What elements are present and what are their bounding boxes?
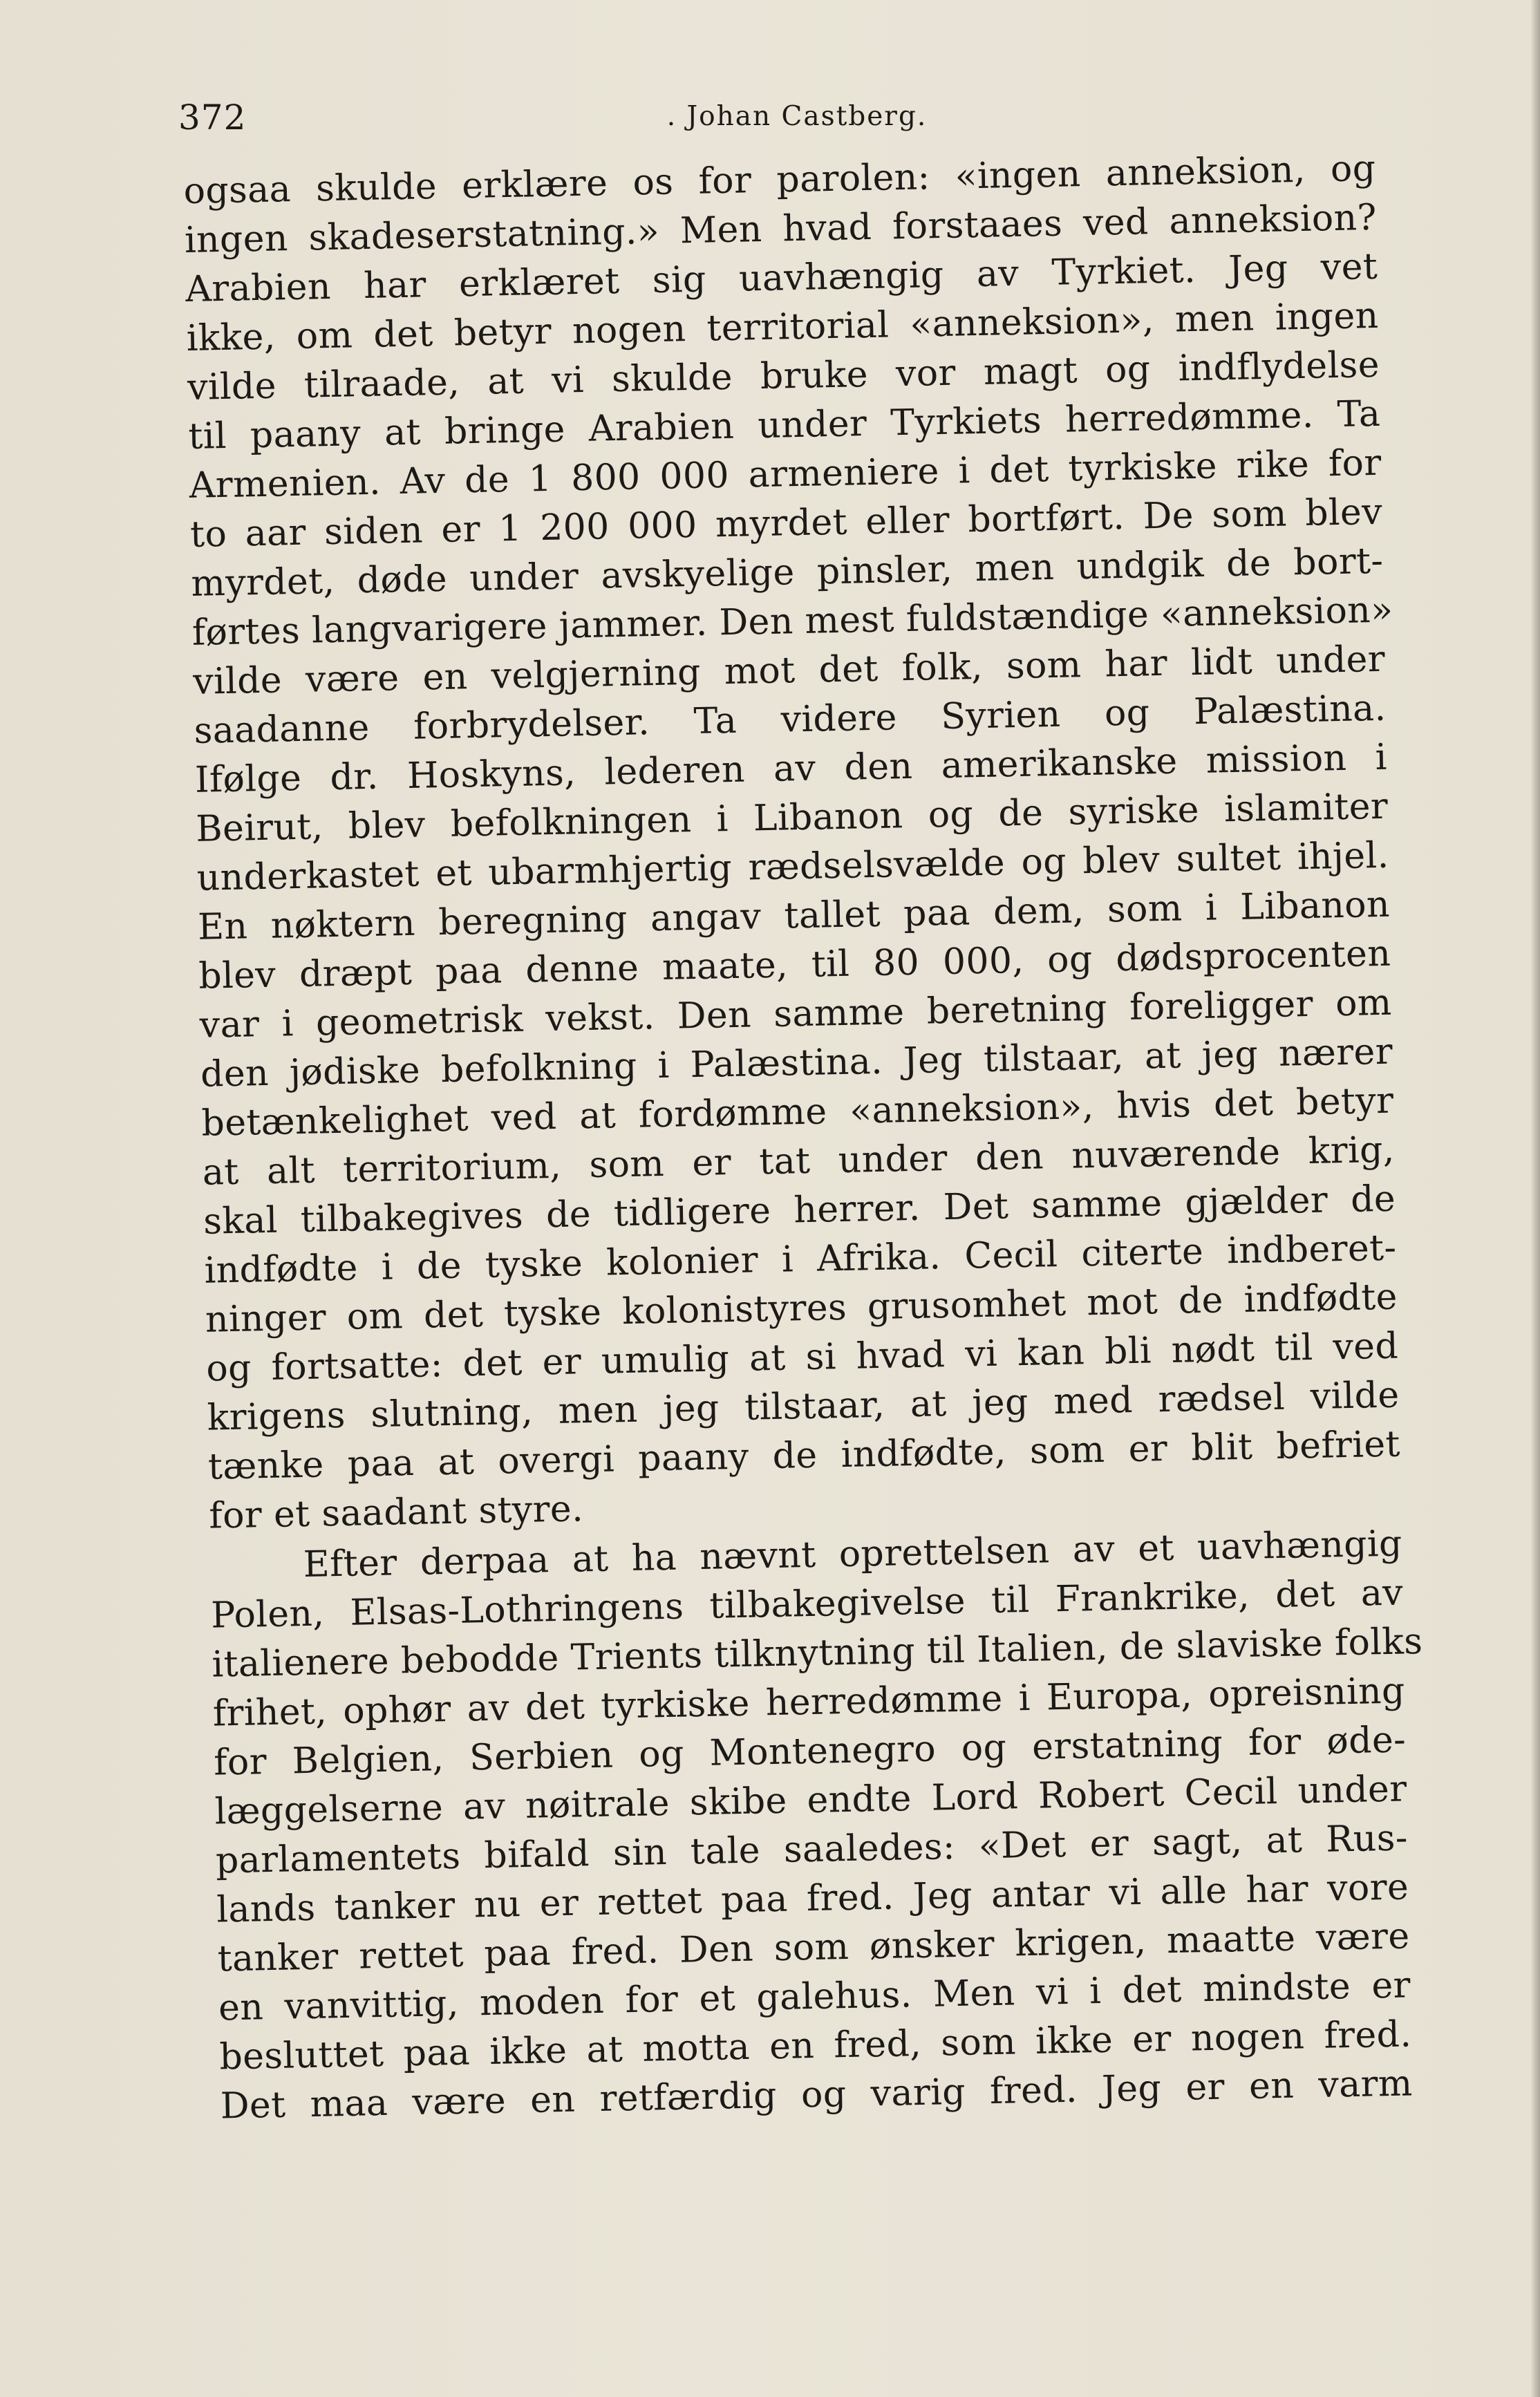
running-head: . Johan Castberg. xyxy=(666,101,928,132)
text-line: førtes langvarigere jammer. Den mest fuldstændige «anneksion» xyxy=(191,589,1393,654)
paragraph-2 xyxy=(209,1520,1423,2132)
text-line: tanker rettet paa fred. Den som ønsker krigen, maatte være xyxy=(217,1915,1411,1980)
paragraph-1 xyxy=(183,144,1402,1541)
text-line: indfødte i de tyske kolonier i Afrika. Cecil citerte indberet- xyxy=(204,1227,1397,1292)
text-line: at alt territorium, som er tat under den nuværende krig, xyxy=(202,1129,1396,1194)
text-line: Polen, Elsas-Lothringens tilbakegivelse til Frankrike, det av xyxy=(210,1572,1404,1637)
text-line: lands tanker nu er rettet paa fred. Jeg antar vi alle har vore xyxy=(216,1866,1409,1931)
text-line: tænke paa at overgi paany de indfødte, som er blit befriet xyxy=(207,1423,1401,1488)
text-line: Armenien. Av de 1 800 000 armeniere i det tyrkiske rike for xyxy=(189,442,1382,507)
text-line: betænkelighet ved at fordømme «anneksion», hvis det betyr xyxy=(200,1080,1394,1145)
text-line: Efter derpaa at ha nævnt oprettelsen av et uavhængig xyxy=(303,1523,1403,1586)
text-line: besluttet paa ikke at motta en fred, som ikke er nogen fred. xyxy=(218,2013,1412,2078)
page-header xyxy=(178,90,1374,145)
body-text xyxy=(183,144,1423,2132)
text-line: to aar siden er 1 200 000 myrdet eller bortført. De som blev xyxy=(189,491,1383,556)
page-edge-shadow xyxy=(1530,0,1540,2397)
text-line: vilde tilraade, at vi skulde bruke vor magt og indflydelse xyxy=(187,344,1380,408)
text-line: Ifølge dr. Hoskyns, lederen av den amerikanske mission i xyxy=(194,736,1388,801)
text-line: til paany at bringe Arabien under Tyrkiets herredømme. Ta xyxy=(187,393,1381,458)
text-line: den jødiske befolkning i Palæstina. Jeg tilstaar, at jeg nærer xyxy=(200,1031,1393,1096)
text-line: læggelserne av nøitrale skibe endte Lord Robert Cecil under xyxy=(214,1768,1407,1833)
text-line: frihet, ophør av det tyrkiske herredømme i Europa, opreisning xyxy=(212,1670,1406,1735)
text-line: en vanvittig, moden for et galehus. Men vi i det mindste er xyxy=(218,1964,1411,2029)
text-line: saadanne forbrydelser. Ta videre Syrien og Palæstina. xyxy=(194,687,1387,752)
text-line: vilde være en velgjerning mot det folk, som har lidt under xyxy=(192,638,1386,703)
text-line: var i geometrisk vekst. Den samme beretning foreligger om xyxy=(199,981,1393,1046)
text-line: blev dræpt paa denne maate, til 80 000, og dødsprocenten xyxy=(198,932,1391,997)
text-line: ingen skadeserstatning.» Men hvad forstaaes ved anneksion? xyxy=(184,196,1378,261)
text-line: skal tilbakegives de tidligere herrer. Det samme gjælder de xyxy=(203,1178,1396,1243)
text-line: Det maa være en retfærdig og varig fred. Jeg er en varm xyxy=(220,2062,1414,2127)
text-line: og fortsatte: det er umulig at si hvad vi kan bli nødt til ved xyxy=(205,1325,1399,1390)
text-line: italienere bebodde Trients tilknytning til Italien, de slaviske folks xyxy=(212,1620,1423,1686)
text-line: ikke, om det betyr nogen territorial «anneksion», men ingen xyxy=(186,294,1380,359)
text-line: myrdet, døde under avskyelige pinsler, men undgik de bort- xyxy=(191,540,1384,605)
text-line: En nøktern beregning angav tallet paa dem, som i Libanon xyxy=(197,883,1391,948)
text-line: parlamentets bifald sin tale saaledes: «Det er sagt, at Rus- xyxy=(215,1817,1409,1882)
text-line: for Belgien, Serbien og Montenegro og erstatning for øde- xyxy=(213,1719,1407,1784)
text-line: ninger om det tyske kolonistyres grusomhet mot de indfødte xyxy=(205,1276,1398,1341)
text-line: underkastet et ubarmhjertig rædselsvælde og blev sultet ihjel. xyxy=(196,834,1390,899)
text-line: krigens slutning, men jeg tilstaar, at jeg med rædsel vilde xyxy=(207,1374,1400,1439)
text-line: for et saadant styre. xyxy=(208,1488,584,1537)
text-line: ogsaa skulde erklære os for parolen: «ingen anneksion, og xyxy=(183,147,1376,212)
page-number: 372 xyxy=(178,97,247,138)
text-line: Arabien har erklæret sig uavhængig av Tyrkiet. Jeg vet xyxy=(185,245,1378,310)
text-line: Beirut, blev befolkningen i Libanon og de syriske islamiter xyxy=(195,785,1389,850)
